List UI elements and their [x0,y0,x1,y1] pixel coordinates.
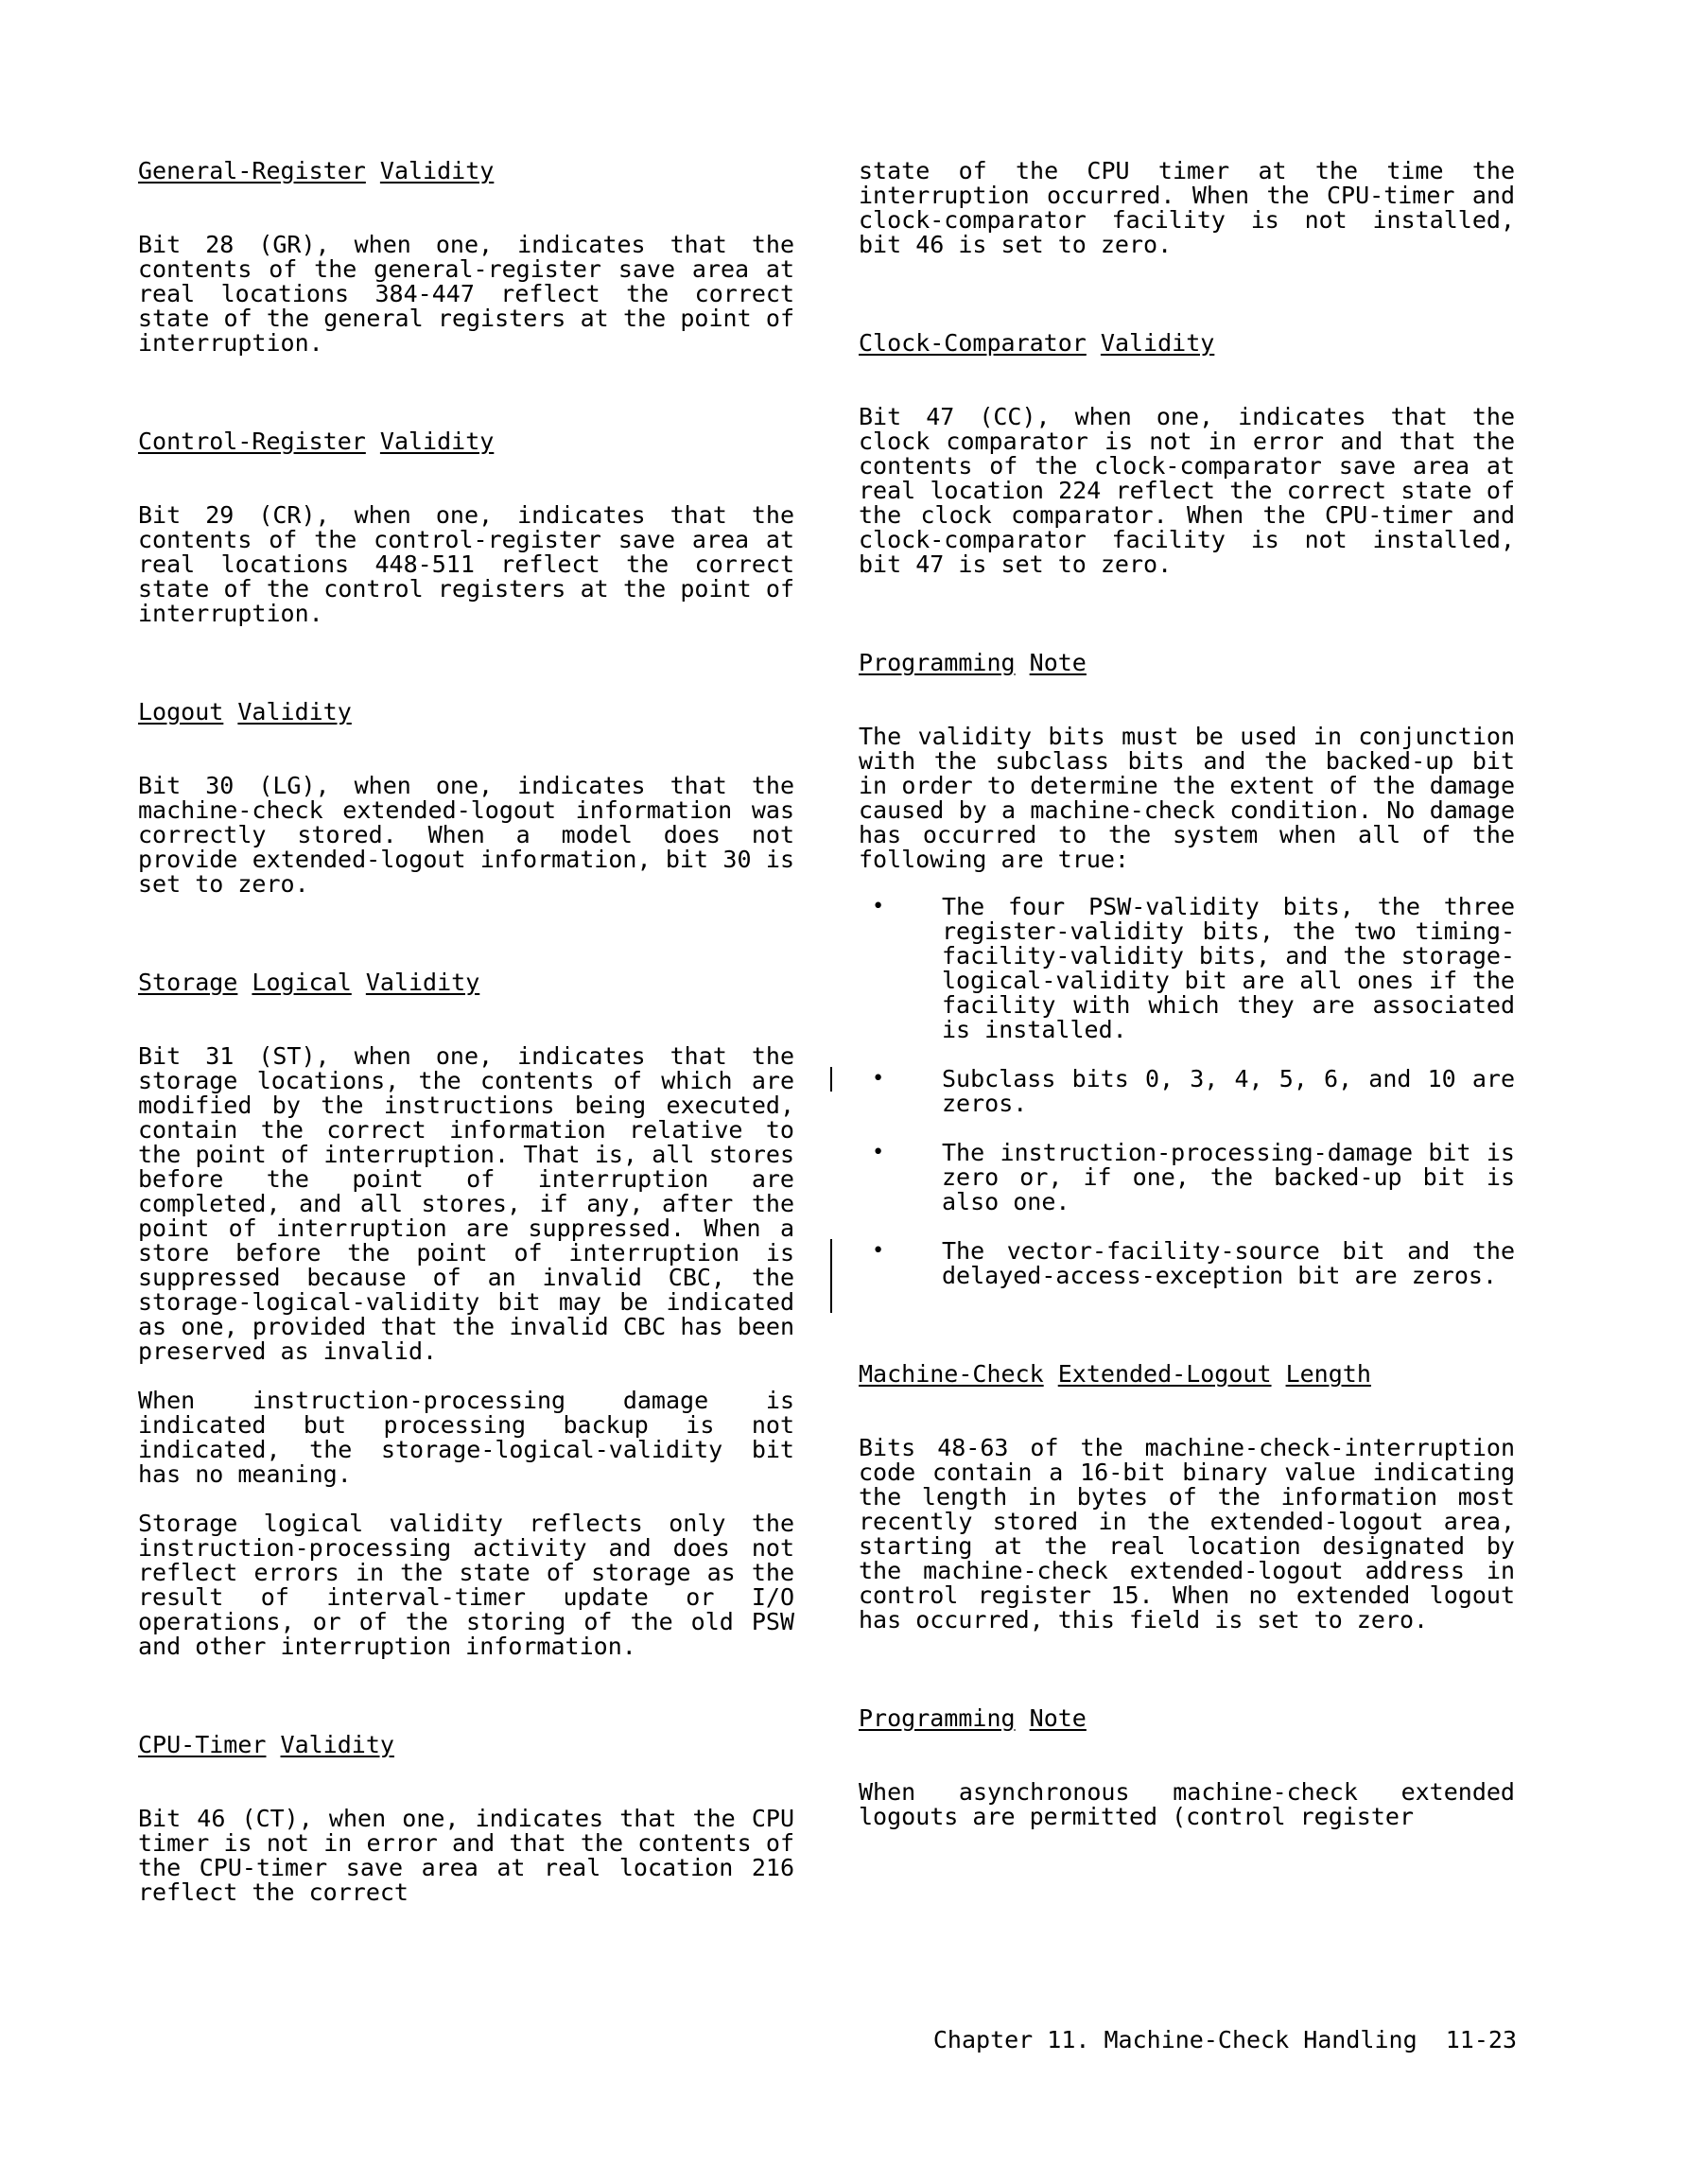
paragraph-clock-comparator-validity: Bit 47 (CC), when one, indicates that the clock comparator is not in error and that the contents of the clock-comparator save area at real location 224 reflect the correct state of the clock comparator. When the CPU-timer and clock-comparator facility is not installed, bit 47 is set to zero. [859,403,1515,578]
paragraph-machine-check-extended-logout-length: Bits 48-63 of the machine-check-interruption code contain a 16-bit binary value indicating the length in bytes of the information most recently stored in the extended-logout area, starting at the real location designated by the machine-check extended-logout address in control register 15. When no extended logout has occurred, this field is set to zero. [859,1434,1515,1634]
paragraph-logout-validity: Bit 30 (LG), when one, indicates that the machine-check extended-logout information was correctly stored. When a model does not provide extended-logout information, bit 30 is set to zero. [138,772,794,898]
list-item: • The four PSW-validity bits, the three register-validity bits, the two timing-facility-validity bits, and the storage-logical-validity bit are all ones if the facility with which they are associated is installed. [872,893,1515,1043]
left-column [138,159,794,1905]
list-item: • The vector-facility-source bit and the delayed-access-exception bit are zeros. [859,1239,1515,1288]
chapter-title: Chapter 11. Machine-Check Handling [932,2026,1417,2053]
section-heading-general-register-validity: General-Register Validity [138,157,495,184]
section-heading-clock-comparator-validity: Clock-Comparator Validity [859,329,1215,357]
list-item: • The instruction-processing-damage bit is zero or, if one, the backed-up bit is also one. [872,1139,1515,1215]
revision-bar [830,1067,832,1092]
paragraph-storage-logical-validity-3: Storage logical validity reflects only the instruction-processing activity and does not reflect errors in the state of storage as the result of interval-timer update or I/O operations, or of the storing of the old PSW and other interruption information. [138,1510,794,1660]
paragraph-cpu-timer-validity-continued: state of the CPU timer at the time the interruption occurred. When the CPU-timer and clock-comparator facility is not installed, bit 46 is set to zero. [859,157,1515,258]
revision-bar [830,1239,832,1313]
section-heading-machine-check-extended-logout-length: Machine-Check Extended-Logout Length [859,1360,1371,1388]
section-heading-programming-note-1: Programming Note [859,649,1087,676]
paragraph-control-register-validity: Bit 29 (CR), when one, indicates that the contents of the control-register save area at real locations 448-511 reflect the correct state of the control registers at the point of interruption. [138,501,794,627]
page-footer [933,2028,1517,2053]
bullet-icon: • [872,1239,885,1263]
paragraph-storage-logical-validity-2: When instruction-processing damage is indicated but processing backup is not indicated, the storage-logical-validity bit has no meaning. [138,1387,794,1488]
right-column [859,159,1515,1829]
paragraph-cpu-timer-validity: Bit 46 (CT), when one, indicates that the CPU timer is not in error and that the contents of the CPU-timer save area at real location 216 reflect the correct [138,1805,794,1906]
section-heading-logout-validity: Logout Validity [138,698,352,725]
section-heading-storage-logical-validity: Storage Logical Validity [138,969,480,996]
bullet-icon: • [872,895,885,918]
list-item: • Subclass bits 0, 3, 4, 5, 6, and 10 are zeros. [859,1067,1515,1116]
section-heading-control-register-validity: Control-Register Validity [138,428,495,455]
paragraph-general-register-validity: Bit 28 (GR), when one, indicates that the contents of the general-register save area at real locations 384-447 reflect the correct state of the general registers at the point of interruption. [138,231,794,357]
paragraph-programming-note-2: When asynchronous machine-check extended logouts are permitted (control register [859,1778,1515,1830]
section-heading-programming-note-2: Programming Note [859,1704,1087,1732]
bullet-icon: • [872,1067,885,1091]
validity-conditions-list [859,895,1515,1288]
bullet-icon: • [872,1141,885,1164]
paragraph-programming-note-1: The validity bits must be used in conjunction with the subclass bits and the backed-up bit in order to determine the extent of the damage caused by a machine-check condition. No damage has occurred to the system when all of the following are true: [859,723,1515,873]
section-heading-cpu-timer-validity: CPU-Timer Validity [138,1731,394,1758]
page-number: 11-23 [1445,2026,1517,2053]
paragraph-storage-logical-validity-1: Bit 31 (ST), when one, indicates that the storage locations, the contents of which are modified by the instructions being executed, contain the correct information relative to the point of interruption. That is, all stores before the point of interruption are completed, and all stores, if any, after the point of interruption are suppressed. When a store before the point of interruption is suppressed because of an invalid CBC, the storage-logical-validity bit may be indicated as one, provided that the invalid CBC has been preserved as invalid. [138,1042,794,1365]
